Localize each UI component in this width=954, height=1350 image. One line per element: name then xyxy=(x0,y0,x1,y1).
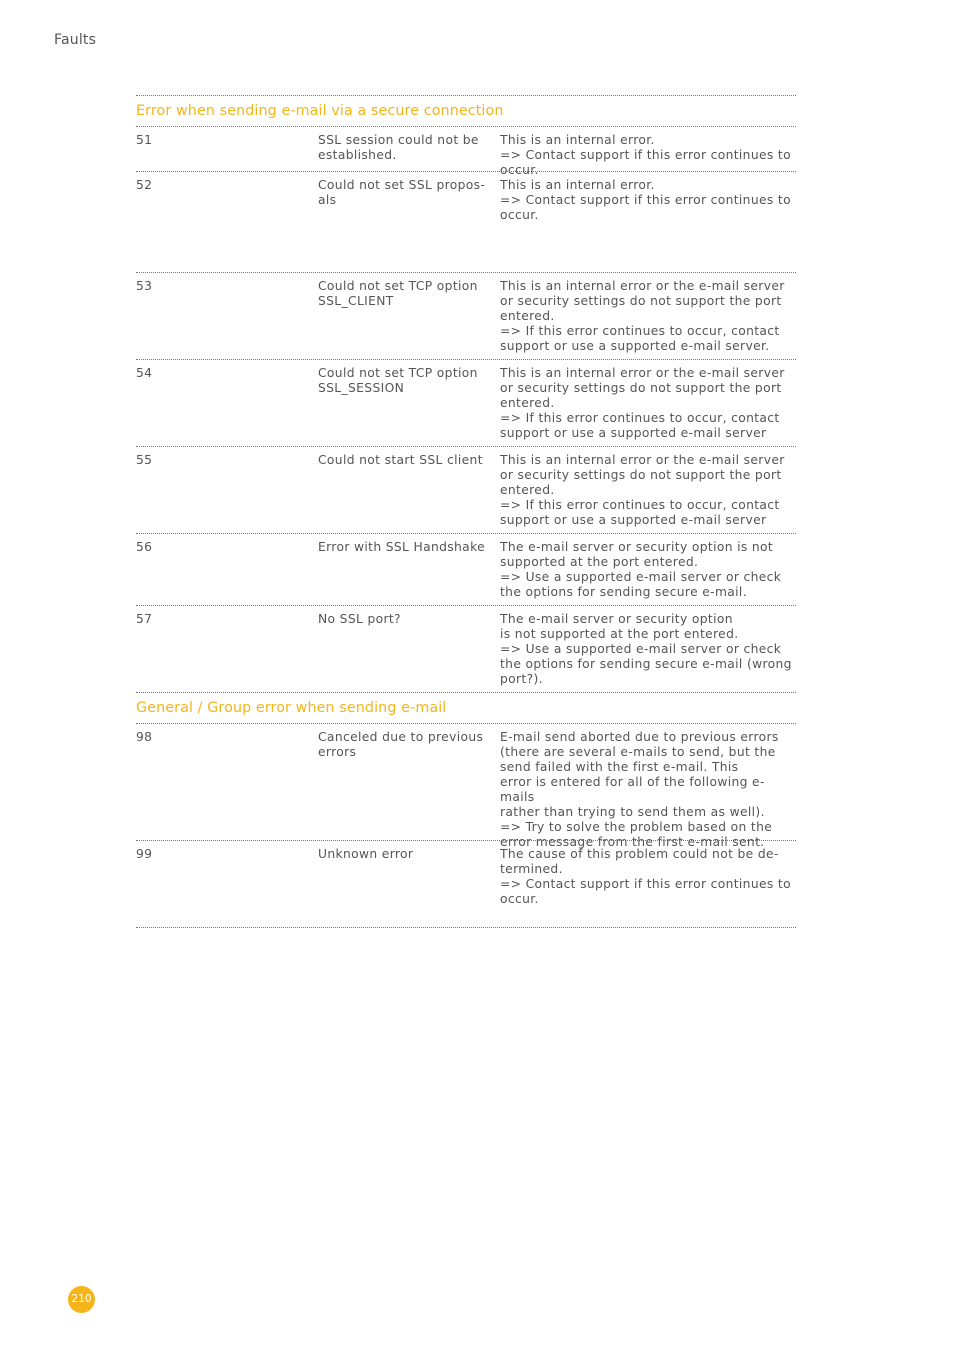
fault-code: 55 xyxy=(136,453,153,467)
table-row xyxy=(136,606,796,692)
fault-message: SSL session could not be established. xyxy=(318,133,479,162)
divider xyxy=(136,927,796,928)
fault-message: Could not set SSL propos- als xyxy=(318,178,486,207)
table-row xyxy=(136,273,796,359)
fault-code: 57 xyxy=(136,612,153,626)
fault-code: 52 xyxy=(136,178,153,192)
section-title-secure-connection: Error when sending e-mail via a secure connection xyxy=(136,103,504,119)
fault-message: Canceled due to previous errors xyxy=(318,730,484,759)
fault-message: Could not set TCP option SSL_CLIENT xyxy=(318,279,478,308)
table-row xyxy=(136,534,796,605)
fault-description: This is an internal error or the e-mail server or security settings do not support the port entered. => If this error continues to occur, contact support or use a supported e-mail server xyxy=(500,366,785,440)
fault-message: Could not start SSL client xyxy=(318,453,483,467)
fault-code: 53 xyxy=(136,279,153,293)
fault-description: The e-mail server or security option is not supported at the port entered. => Use a supported e-mail server or check the options for sending secure e-mail (wrong port?). xyxy=(500,612,792,686)
fault-code: 54 xyxy=(136,366,153,380)
fault-description: This is an internal error or the e-mail server or security settings do not support the port entered. => If this error continues to occur, contact support or use a supported e-mail server xyxy=(500,453,785,527)
page-number-badge: 210 xyxy=(68,1286,95,1313)
fault-description: This is an internal error. => Contact support if this error continues to occur. xyxy=(500,133,791,177)
table-row xyxy=(136,127,796,177)
section-title-general-error: General / Group error when sending e-mail xyxy=(136,700,447,716)
table-row xyxy=(136,447,796,533)
table-row xyxy=(136,172,796,272)
fault-code: 56 xyxy=(136,540,153,554)
fault-description: The e-mail server or security option is not supported at the port entered. => Use a supported e-mail server or check the options for sending secure e-mail. xyxy=(500,540,782,599)
table-row xyxy=(136,360,796,446)
table-row xyxy=(136,724,796,849)
fault-code: 99 xyxy=(136,847,153,861)
fault-description: E-mail send aborted due to previous errors (there are several e-mails to send, but the send failed with the first e-mail. This error is entered for all of the following e-mails rather than trying to send them as well). => Try to solve the problem based on the error message from the first e-mail sent. xyxy=(500,730,779,849)
fault-message: Could not set TCP option SSL_SESSION xyxy=(318,366,478,395)
fault-code: 98 xyxy=(136,730,153,744)
fault-code-table xyxy=(136,95,796,928)
fault-code: 51 xyxy=(136,133,153,147)
running-header: Faults xyxy=(54,32,97,48)
fault-description: This is an internal error. => Contact support if this error continues to occur. xyxy=(500,178,791,222)
fault-description: The cause of this problem could not be de- termined. => Contact support if this error continues to occur. xyxy=(500,847,791,906)
fault-message: Error with SSL Handshake xyxy=(318,540,486,554)
fault-message: Unknown error xyxy=(318,847,414,861)
fault-description: This is an internal error or the e-mail server or security settings do not support the port entered. => If this error continues to occur, contact support or use a supported e-mail server. xyxy=(500,279,785,353)
fault-message: No SSL port? xyxy=(318,612,401,626)
table-row xyxy=(136,841,796,927)
